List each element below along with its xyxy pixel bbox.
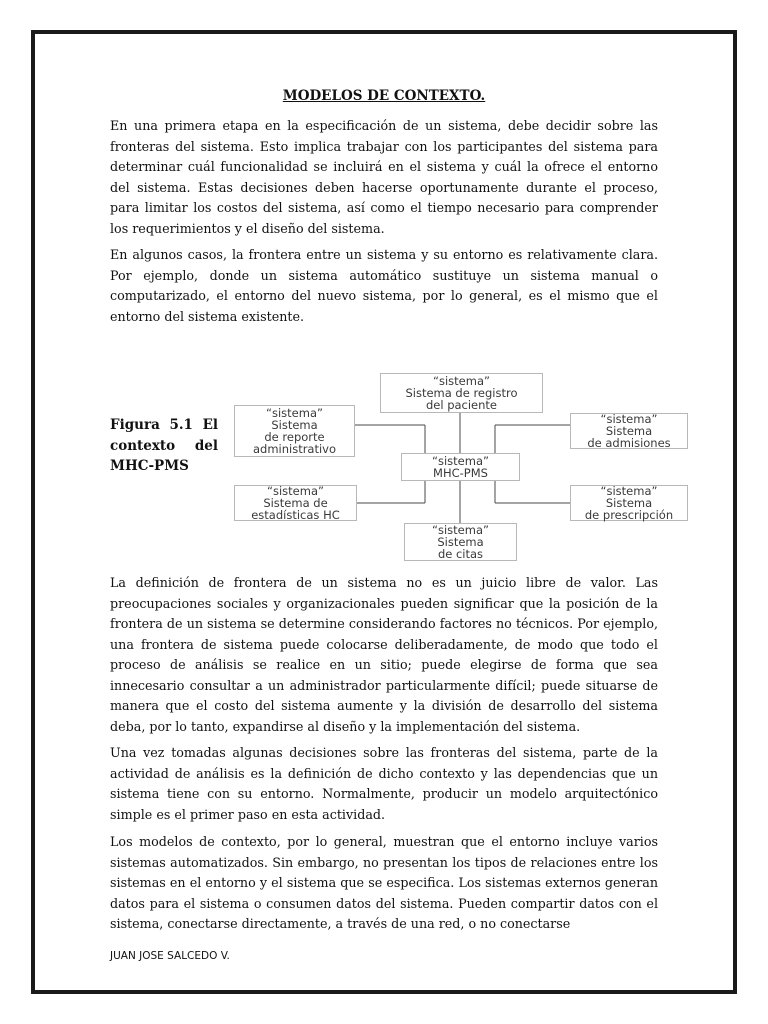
system-box-admin-reports xyxy=(234,405,355,457)
system-box-patient-registry xyxy=(380,373,543,413)
system-box-admissions xyxy=(570,413,688,449)
system-tag: “sistema” xyxy=(432,523,489,537)
system-label: estadísticas HC xyxy=(251,508,340,522)
system-label: Sistema xyxy=(437,535,484,549)
paragraph-4: Una vez tomadas algunas decisiones sobre las fronteras del sistema, parte de la actividad de análisis es la definición de dicho contexto y las dependencias que un sistema tiene con su entorno. Normalmente, producir un modelo arquitectónico simple es el primer paso en esta actividad. xyxy=(110,745,658,822)
footer-author: JUAN JOSE SALCEDO V. xyxy=(110,950,230,962)
paragraph-1: En una primera etapa en la especificación de un sistema, debe decidir sobre las fronteras del sistema. Esto implica trabajar con los participantes del sistema para determinar cuál funcionalidad se incluirá en el sistema y cuál la ofrece el entorno del sistema. Estas decisiones deben hacerse oportunamente durante el proceso, para limitar los costos del sistema, así como el tiempo necesario para comprender los requerimientos y el diseño del sistema. xyxy=(110,118,658,236)
system-label: de citas xyxy=(437,547,484,561)
paragraph-5: Los modelos de contexto, por lo general, muestran que el entorno incluye varios sistemas automatizados. Sin embargo, no presentan los tipos de relaciones entre los sistemas en el entorno y el sistema que se especifica. Los sistemas externos generan datos para el sistema o consumen datos del sistema. Pueden compartir datos con el sistema, conectarse directamente, a través de una red, o no conectarse xyxy=(110,834,658,931)
figure-caption-word: El xyxy=(202,417,218,433)
system-label: de admisiones xyxy=(587,436,671,450)
system-tag: “sistema” xyxy=(600,484,658,498)
system-tag: “sistema” xyxy=(267,484,324,498)
system-label: de reporte xyxy=(264,430,325,444)
figure-caption xyxy=(110,415,218,477)
system-box-mhc-pms xyxy=(401,453,520,481)
figure-caption-word: del xyxy=(194,437,218,454)
figure-caption-word: contexto xyxy=(110,437,176,454)
paragraph-3: La definición de frontera de un sistema no es un juicio libre de valor. Las preocupaciones sociales y organizacionales pueden significar que la posición de la frontera de un sistema se determine considerando factores no técnicos. Por ejemplo, una frontera de sistema puede colocarse deliberadamente, de modo que todo el proceso de análisis se realice en un sitio; puede elegirse de forma que sea innecesario consultar a un administrador particularmente difícil; puede situarse de manera que el costo del sistema aumente y la división de desarrollo del sistema deba, por lo tanto, expandirse al diseño y la implementación del sistema. xyxy=(110,575,658,734)
system-label: Sistema xyxy=(605,496,653,510)
system-label: Sistema xyxy=(605,424,653,438)
system-tag: “sistema” xyxy=(433,374,490,388)
system-tag: “sistema” xyxy=(600,412,658,426)
figure-caption-word: Figura xyxy=(110,417,160,433)
system-tag: “sistema” xyxy=(266,406,323,420)
system-label: de prescripción xyxy=(584,508,674,522)
system-label: Sistema xyxy=(271,418,318,432)
system-label: del paciente xyxy=(425,398,498,412)
system-label: Sistema de xyxy=(263,496,328,510)
system-label: administrativo xyxy=(252,442,337,456)
system-label: MHC-PMS xyxy=(433,466,488,480)
system-tag: “sistema” xyxy=(432,454,489,468)
system-label: Sistema de registro xyxy=(405,386,518,400)
figure-caption-system: MHC-PMS xyxy=(110,458,189,474)
system-box-appointments xyxy=(404,523,517,561)
document-title: MODELOS DE CONTEXTO. xyxy=(282,88,486,104)
figure-caption-number: 5.1 xyxy=(169,417,193,433)
system-box-prescriptions xyxy=(570,485,688,521)
system-box-hc-statistics xyxy=(234,485,357,521)
context-diagram xyxy=(225,365,695,565)
paragraph-2: En algunos casos, la frontera entre un sistema y su entorno es relativamente clara. Por ejemplo, donde un sistema automático sustituye un sistema manual o computarizado, el entorno del nuevo sistema, por lo general, es el mismo que el entorno del sistema existente. xyxy=(110,247,658,324)
